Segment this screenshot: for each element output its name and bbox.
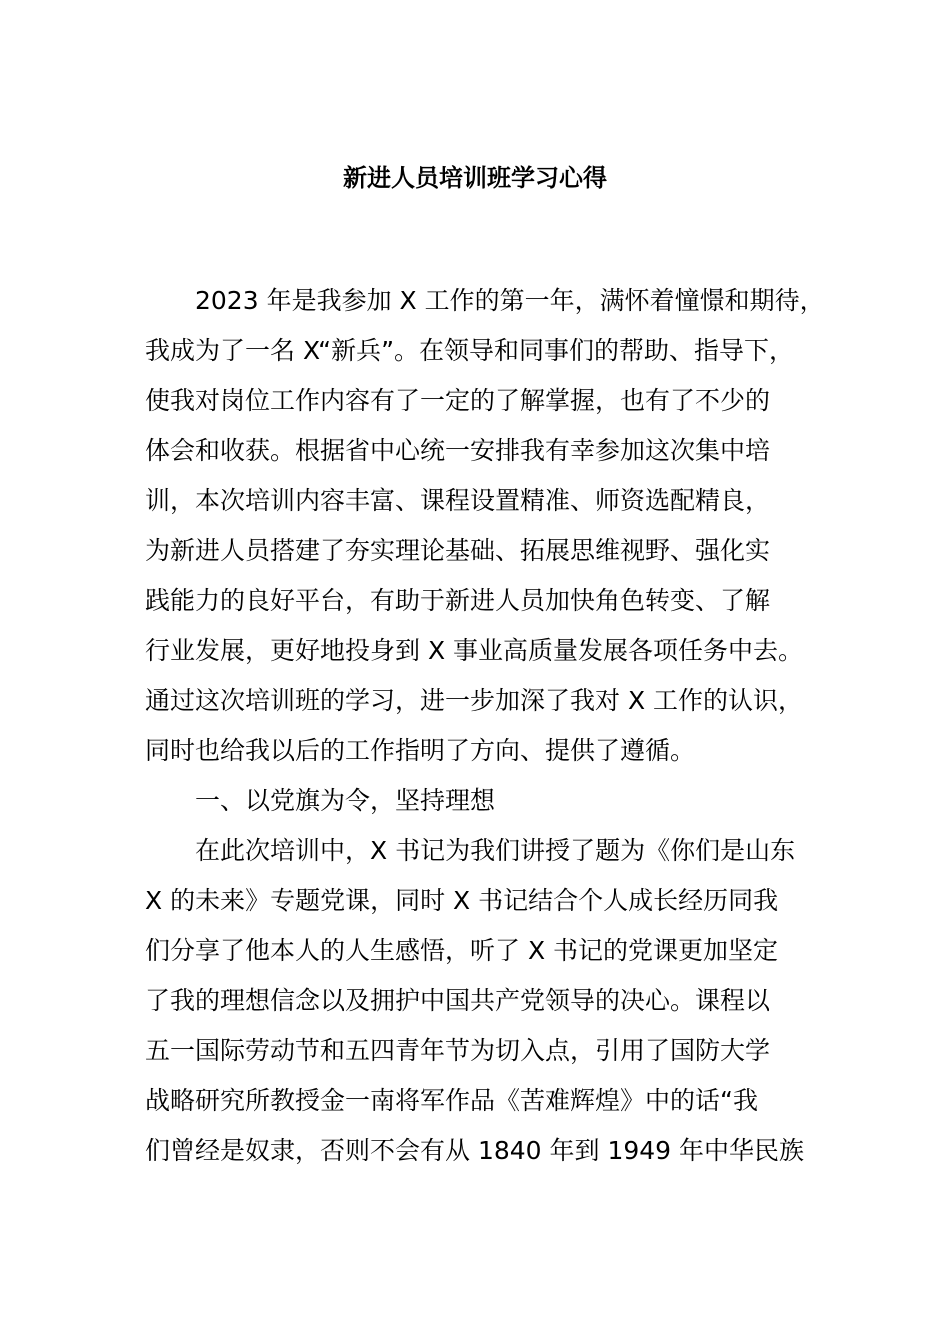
document-title: 新进人员培训班学习心得: [343, 164, 607, 192]
paragraph-line: 同时也给我以后的工作指明了方向、提供了遵循。: [145, 736, 696, 765]
paragraph-line: 我成为了一名 X“新兵”。在领导和同事们的帮助、指导下，: [145, 336, 795, 365]
paragraph-line: 通过这次培训班的学习，进一步加深了我对 X 工作的认识，: [145, 686, 804, 715]
section-heading: 一、以党旗为令，坚持理想: [195, 786, 496, 815]
paragraph-line: 了我的理想信念以及拥护中国共产党领导的决心。课程以: [145, 986, 771, 1015]
paragraph-line: 为新进人员搭建了夯实理论基础、拓展思维视野、强化实: [145, 536, 771, 565]
paragraph-line: 在此次培训中，X 书记为我们讲授了题为《你们是山东: [195, 836, 796, 865]
paragraph-line: X 的未来》专题党课，同时 X 书记结合个人成长经历同我: [145, 886, 779, 915]
document-body: [145, 276, 845, 1176]
paragraph-line: 五一国际劳动节和五四青年节为切入点，引用了国防大学: [145, 1036, 771, 1065]
paragraph-line: 们分享了他本人的人生感悟，听了 X 书记的党课更加坚定: [145, 936, 779, 965]
paragraph-line: 战略研究所教授金一南将军作品《苦难辉煌》中的话“我: [145, 1086, 758, 1115]
paragraph-line: 2023 年是我参加 X 工作的第一年，满怀着憧憬和期待，: [195, 286, 825, 315]
paragraph-line: 践能力的良好平台，有助于新进人员加快角色转变、了解: [145, 586, 771, 615]
paragraph-line: 体会和收获。根据省中心统一安排我有幸参加这次集中培: [145, 436, 771, 465]
paragraph-line: 行业发展，更好地投身到 X 事业高质量发展各项任务中去。: [145, 636, 804, 665]
paragraph-line: 们曾经是奴隶，否则不会有从 1840 年到 1949 年中华民族: [145, 1136, 805, 1165]
paragraph-line: 使我对岗位工作内容有了一定的了解掌握，也有了不少的: [145, 386, 771, 415]
paragraph-line: 训，本次培训内容丰富、课程设置精准、师资选配精良，: [145, 486, 771, 515]
